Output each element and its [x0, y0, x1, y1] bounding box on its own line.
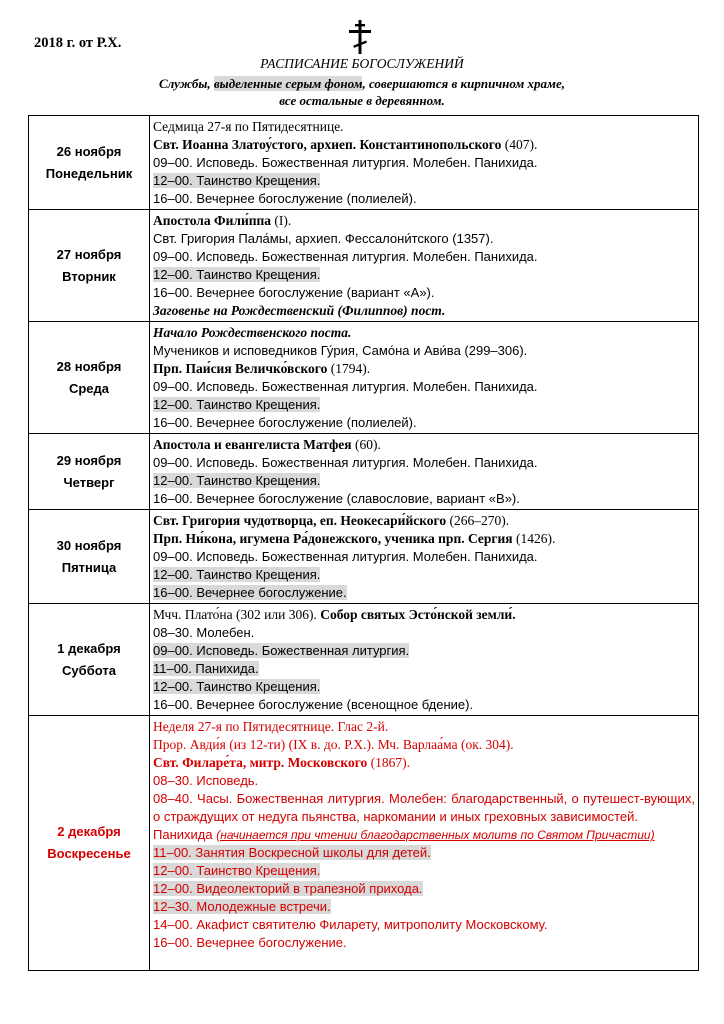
- services-cell: [150, 716, 699, 971]
- service-line: 16–00. Вечернее богослужение (полиелей).: [153, 191, 417, 206]
- service-line: Заговенье на Рождественский (Филиппов) пост.: [153, 303, 446, 318]
- year-label: 2018 г. от Р.Х.: [34, 35, 122, 51]
- day-weekday: Суббота: [62, 662, 116, 678]
- service-line: [153, 436, 695, 454]
- service-line: Неделя 27-я по Пятидесятнице. Глас 2-й.: [153, 719, 389, 734]
- day-date: 27 ноября: [56, 246, 122, 262]
- day-weekday: Вторник: [62, 268, 116, 284]
- services-cell: [150, 116, 699, 210]
- services-cell: [150, 210, 699, 322]
- service-line: 16–00. Вечернее богослужение (вариант «А»).: [153, 285, 435, 300]
- service-line: Свт. Григория Пала́мы, архиеп. Фессалони́тского (1357).: [153, 231, 494, 246]
- day-date: 28 ноября: [56, 358, 122, 374]
- service-line: [153, 678, 695, 696]
- saint-year: (1426).: [512, 531, 556, 546]
- day-cell: [29, 510, 150, 604]
- service-line: [153, 880, 695, 898]
- service-line: 16–00. Вечернее богослужение (полиелей).: [153, 415, 417, 430]
- saint-year: (266–270).: [446, 513, 510, 528]
- service-line: 16–00. Вечернее богослужение.: [153, 935, 347, 950]
- service-line: [153, 754, 695, 772]
- service-line: [153, 844, 695, 862]
- day-date: 30 ноября: [56, 537, 122, 553]
- service-highlight: 12–00. Видеолекторий в трапезной прихода.: [153, 881, 423, 896]
- saint-name: Прп. Паи́сия Величко́вского: [153, 361, 328, 376]
- day-row: [29, 716, 699, 971]
- page-subtitle: [0, 75, 724, 109]
- service-line: [153, 566, 695, 584]
- service-line: 08–30. Молебен.: [153, 625, 255, 640]
- page-title: РАСПИСАНИЕ БОГОСЛУЖЕНИЙ: [260, 56, 464, 71]
- day-date: 29 ноября: [56, 452, 122, 468]
- service-line: [153, 512, 695, 530]
- service-line: [153, 862, 695, 880]
- day-date: 2 декабря: [57, 824, 121, 839]
- day-weekday: Среда: [68, 380, 110, 396]
- service-line: Прор. Авди́я (из 12-ти) (IX в. до. Р.Х.). Мч. Варлаа́ма (ок. 304).: [153, 737, 514, 752]
- saint-year: (407).: [501, 137, 538, 152]
- service-highlight: 12–00. Таинство Крещения.: [153, 679, 321, 694]
- feast-name: Собор святых Эсто́нской земли́.: [320, 607, 516, 622]
- day-cell: [29, 210, 150, 322]
- service-line: Седмица 27-я по Пятидесятнице.: [153, 119, 344, 134]
- service-highlight: 09–00. Исповедь. Божественная литургия.: [153, 643, 410, 658]
- service-line: [153, 660, 695, 678]
- service-line: [153, 826, 695, 844]
- day-cell: [29, 434, 150, 510]
- day-cell: [29, 116, 150, 210]
- service-line: [153, 266, 695, 284]
- saint-name: Прп. Ни́кона, игумена Ра́донежского, ученика прп. Сергия: [153, 531, 513, 546]
- service-line: [153, 360, 695, 378]
- day-weekday: Понедельник: [45, 165, 133, 181]
- service-line: [153, 212, 695, 230]
- service-line: 09–00. Исповедь. Божественная литургия. Молебен. Панихида.: [153, 455, 538, 470]
- service-line: [153, 472, 695, 490]
- service-line: [153, 898, 695, 916]
- service-highlight: 11–00. Панихида.: [153, 661, 259, 676]
- saint-name: Свт. Григория чудотворца, еп. Неокесари́йского: [153, 513, 447, 528]
- service-highlight: 11–00. Занятия Воскресной школы для детей.: [153, 845, 431, 860]
- saint-name: Апостола и евангелиста Матфея: [153, 437, 352, 452]
- saint-year: (60).: [351, 437, 381, 452]
- service-line: [153, 172, 695, 190]
- panikhida-note: (начинается при чтении благодарственных молитв по Святом Причастии): [216, 828, 655, 842]
- day-date: 26 ноября: [56, 143, 122, 159]
- panikhida-label: Панихида: [153, 827, 217, 842]
- service-line: 16–00. Вечернее богослужение (славословие, вариант «В»).: [153, 491, 520, 506]
- day-weekday: Четверг: [63, 474, 115, 490]
- day-cell: [29, 716, 150, 971]
- service-line: [153, 584, 695, 602]
- service-highlight: 12–00. Таинство Крещения.: [153, 473, 321, 488]
- day-cell: [29, 604, 150, 716]
- service-line: [153, 530, 695, 548]
- service-line: 16–00. Вечернее богослужение (всенощное бдение).: [153, 697, 474, 712]
- service-highlight: 12–00. Таинство Крещения.: [153, 267, 321, 282]
- service-highlight: 16–00. Вечернее богослужение.: [153, 585, 347, 600]
- service-highlight: 12–00. Таинство Крещения.: [153, 397, 321, 412]
- saint-name: Мчч. Плато́на (302 или 306).: [153, 607, 321, 622]
- day-cell: [29, 322, 150, 434]
- service-line: Начало Рождественского поста.: [153, 325, 352, 340]
- service-highlight: 12–00. Таинство Крещения.: [153, 173, 321, 188]
- service-line: 09–00. Исповедь. Божественная литургия. Молебен. Панихида.: [153, 249, 538, 264]
- day-row: [29, 322, 699, 434]
- schedule-table: [28, 115, 699, 971]
- day-row: [29, 210, 699, 322]
- services-cell: [150, 434, 699, 510]
- services-cell: [150, 510, 699, 604]
- saint-year: (1794).: [327, 361, 371, 376]
- service-line: 09–00. Исповедь. Божественная литургия. Молебен. Панихида.: [153, 549, 538, 564]
- saint-name: Свт. Филаре́та, митр. Московского: [153, 755, 368, 770]
- day-weekday: Воскресенье: [47, 846, 131, 861]
- service-line: 08–30. Исповедь.: [153, 773, 259, 788]
- day-row: [29, 604, 699, 716]
- service-line: 09–00. Исповедь. Божественная литургия. Молебен. Панихида.: [153, 379, 538, 394]
- saint-name: Апостола Фили́ппа: [153, 213, 272, 228]
- services-cell: [150, 604, 699, 716]
- day-row: [29, 116, 699, 210]
- subtitle-line2: все остальные в деревянном.: [279, 93, 445, 108]
- orthodox-cross-icon: [347, 20, 373, 54]
- service-line: 09–00. Исповедь. Божественная литургия. Молебен. Панихида.: [153, 155, 538, 170]
- subtitle-post: , совершаются в кирпичном храме,: [362, 76, 565, 91]
- service-line: [153, 606, 695, 624]
- service-highlight: 12–00. Таинство Крещения.: [153, 567, 321, 582]
- day-weekday: Пятница: [61, 559, 117, 575]
- saint-year: (I).: [271, 213, 292, 228]
- service-line: 08–40. Часы. Божественная литургия. Молебен: благодарственный, о путешест-вующих, о страждущих от недуга пьянства, наркомании и иных греховных зависимостей.: [153, 791, 695, 824]
- services-cell: [150, 322, 699, 434]
- service-line: [153, 136, 695, 154]
- saint-name: Свт. Иоанна Златоу́стого, архиеп. Константинопольского: [153, 137, 502, 152]
- subtitle-highlight: выделенные серым фоном: [213, 76, 363, 91]
- day-date: 1 декабря: [57, 640, 121, 656]
- service-highlight: 12–30. Молодежные встречи.: [153, 899, 331, 914]
- day-row: [29, 434, 699, 510]
- saint-year: (1867).: [367, 755, 411, 770]
- day-row: [29, 510, 699, 604]
- service-highlight: 12–00. Таинство Крещения.: [153, 863, 321, 878]
- subtitle-pre: Службы,: [159, 76, 214, 91]
- service-line: [153, 396, 695, 414]
- service-line: [153, 642, 695, 660]
- service-line: 14–00. Акафист святителю Филарету, митрополиту Московскому.: [153, 917, 548, 932]
- service-line: Мучеников и исповедников Гу́рия, Само́на и Ави́ва (299–306).: [153, 343, 528, 358]
